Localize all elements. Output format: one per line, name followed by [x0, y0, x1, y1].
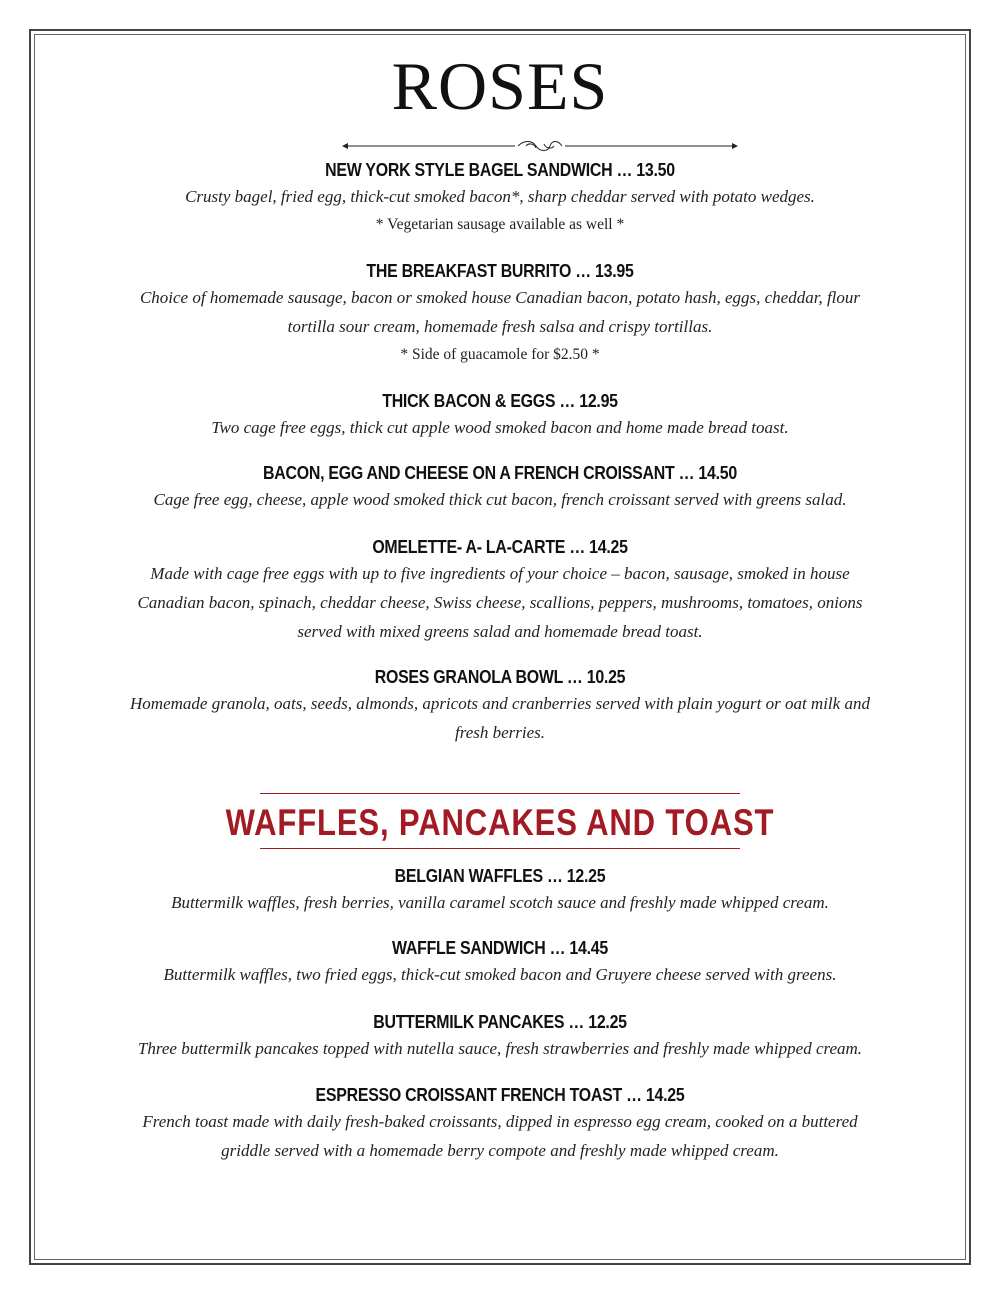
menu-item-omelette	[60, 535, 940, 646]
item-title: ESPRESSO CROISSANT FRENCH TOAST … 14.25	[315, 1084, 685, 1105]
item-description: Choice of homemade sausage, bacon or smoked house Canadian bacon, potato hash, eggs, cheddar, flour	[139, 288, 861, 307]
item-description: Three buttermilk pancakes topped with nutella sauce, fresh strawberries and freshly made whipped cream.	[137, 1039, 863, 1058]
item-title: BACON, EGG AND CHEESE ON A FRENCH CROISSANT … 14.50	[263, 462, 737, 483]
item-description: Buttermilk waffles, fresh berries, vanilla caramel scotch sauce and freshly made whipped cream.	[171, 893, 829, 912]
item-note: * Side of guacamole for $2.50 *	[400, 346, 600, 363]
menu-item-belgian-waffles	[60, 864, 940, 917]
item-title: BUTTERMILK PANCAKES … 12.25	[373, 1011, 627, 1032]
item-note: * Vegetarian sausage available as well *	[375, 216, 625, 233]
menu-item-croissant-sandwich	[60, 461, 940, 514]
item-description: Cage free egg, cheese, apple wood smoked thick cut bacon, french croissant served with greens salad.	[153, 490, 847, 509]
item-title: NEW YORK STYLE BAGEL SANDWICH … 13.50	[325, 159, 675, 180]
item-description: French toast made with daily fresh-baked croissants, dipped in espresso egg cream, cooked on a buttered	[142, 1112, 858, 1131]
item-description: Crusty bagel, fried egg, thick-cut smoked bacon*, sharp cheddar served with potato wedges.	[185, 187, 815, 206]
item-title: THICK BACON & EGGS … 12.95	[382, 390, 618, 411]
item-description: tortilla sour cream, homemade fresh salsa and crispy tortillas.	[287, 317, 713, 336]
item-description: Canadian bacon, spinach, cheddar cheese, Swiss cheese, scallions, peppers, mushrooms, tomatoes, onions	[137, 593, 863, 612]
menu-item-buttermilk-pancakes	[60, 1010, 940, 1063]
item-description: Two cage free eggs, thick cut apple wood smoked bacon and home made bread toast.	[211, 418, 789, 437]
menu-item-bagel-sandwich	[60, 158, 940, 238]
section-rule-bottom	[260, 848, 740, 849]
menu-item-bacon-eggs	[60, 389, 940, 442]
item-description: fresh berries.	[454, 723, 546, 742]
item-title: WAFFLE SANDWICH … 14.45	[392, 937, 608, 958]
menu-item-granola-bowl	[60, 665, 940, 747]
item-description: griddle served with a homemade berry compote and freshly made whipped cream.	[221, 1141, 779, 1160]
menu-item-breakfast-burrito	[60, 259, 940, 368]
item-description: Made with cage free eggs with up to five ingredients of your choice – bacon, sausage, smoked in house	[150, 564, 850, 583]
item-title: THE BREAKFAST BURRITO … 13.95	[366, 260, 634, 281]
restaurant-name: ROSES	[391, 48, 609, 124]
section-rule-top	[260, 793, 740, 794]
item-description: Buttermilk waffles, two fried eggs, thick-cut smoked bacon and Gruyere cheese served with greens.	[163, 965, 837, 984]
item-title: OMELETTE- A- LA-CARTE … 14.25	[372, 536, 628, 557]
menu-item-waffle-sandwich	[60, 936, 940, 989]
item-description: Homemade granola, oats, seeds, almonds, apricots and cranberries served with plain yogurt or oat milk and	[130, 694, 870, 713]
menu-item-french-toast	[60, 1083, 940, 1165]
item-description: served with mixed greens salad and homemade bread toast.	[297, 622, 703, 641]
item-title: ROSES GRANOLA BOWL … 10.25	[374, 666, 626, 687]
flourish-divider-icon	[340, 138, 740, 154]
item-title: BELGIAN WAFFLES … 12.25	[394, 865, 606, 886]
section-heading: WAFFLES, PANCAKES AND TOAST	[225, 802, 775, 843]
